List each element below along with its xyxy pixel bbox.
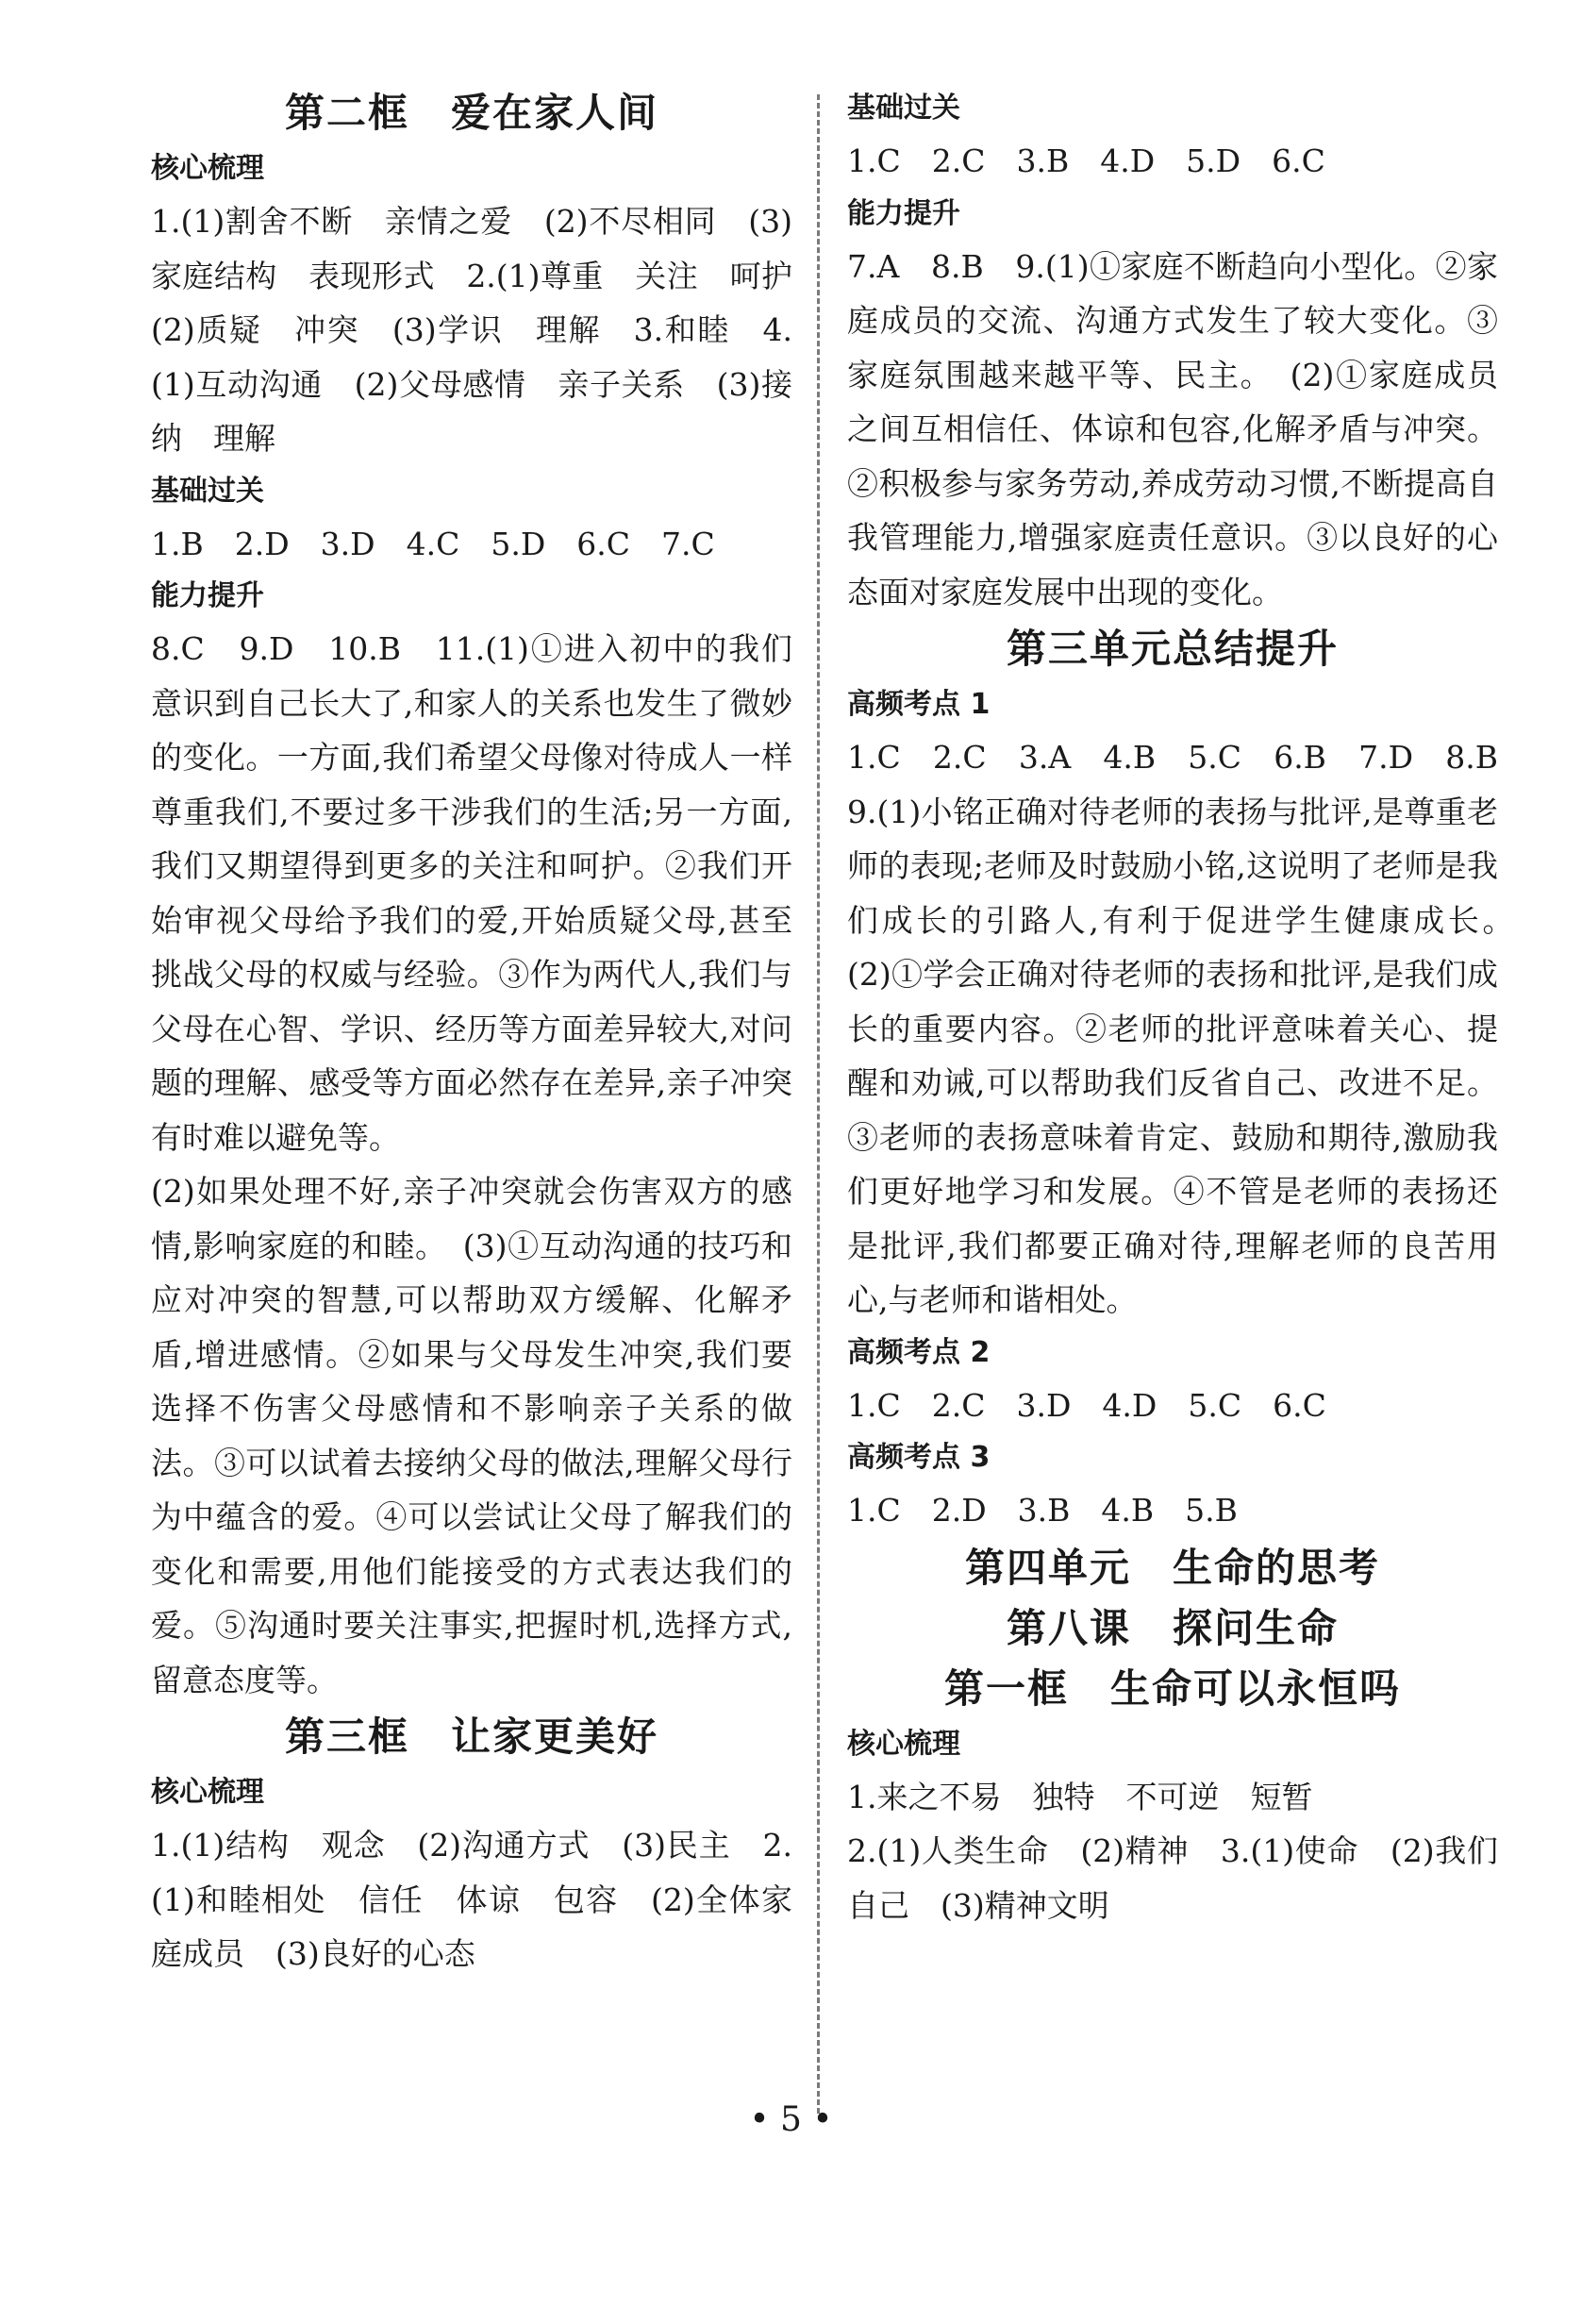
section-title: 第二框 爱在家人间 (284, 90, 658, 136)
right-column (847, 83, 1529, 1932)
subsection-heading: 高频考点 2 (847, 1335, 991, 1369)
answer-paragraph: 7.A 8.B 9.(1)①家庭不断趋向小型化。②家庭成员的交流、沟通方式发生了较大变化。③家庭氛围越来越平等、民主。 (2)①家庭成员之间互相信任、体谅和包容,化解矛盾与冲突。②积极参与家务劳动,养成劳动习惯,不断提高自我管理能力,增强家庭责任意识。③以良好的心态面对家庭发展中出现的变化。 (847, 247, 1498, 610)
section-title: 第三框 让家更美好 (284, 1714, 658, 1760)
subsection-heading: 核心梳理 (151, 1776, 264, 1809)
subsection-heading: 高频考点 3 (847, 1441, 991, 1474)
section-title: 第三单元总结提升 (1006, 626, 1339, 672)
answer-paragraph: 1.(1)割舍不断 亲情之爱 (2)不尽相同 (3)家庭结构 表现形式 2.(1)尊重 关注 呵护 (2)质疑 冲突 (3)学识 理解 3.和睦 4.(1)互动沟通 (2)父母感情 亲子关系 (3)接纳 理解 (151, 203, 824, 457)
answer-paragraph: 1.(1)结构 观念 (2)沟通方式 (3)民主 2.(1)和睦相处 信任 体谅 包容 (2)全体家庭成员 (3)良好的心态 (151, 1827, 792, 1972)
answer-paragraph: 1.来之不易 独特 不可逆 短暂 (847, 1778, 1313, 1815)
subsection-heading: 高频考点 1 (847, 688, 991, 721)
subsection-heading: 基础过关 (847, 92, 960, 125)
subsection-heading: 核心梳理 (847, 1727, 960, 1761)
answer-paragraph: 8.C 9.D 10.B 11.(1)①进入初中的我们意识到自己长大了,和家人的关系也发生了微妙的变化。一方面,我们希望父母像对待成人一样尊重我们,不要过多干涉我们的生活;另一方面,我们又期望得到更多的关注和呵护。②我们开始审视父母给予我们的爱,开始质疑父母,甚至挑战父母的权威与经验。③作为两代人,我们与父母在心智、学识、经历等方面差异较大,对问题的理解、感受等方面必然存在差异,亲子冲突有时难以避免等。 (151, 630, 792, 1156)
answer-paragraph: 1.C 2.C 3.A 4.B 5.C 6.B 7.D 8.B 9.(1)小铭正确对待老师的表扬与批评,是尊重老师的表现;老师及时鼓励小铭,这说明了老师是我们成长的引路人,有利于促进学生健康成长。 (2)①学会正确对待老师的表扬和批评,是我们成长的重要内容。②老师的批评意味着关心、提醒和劝诫,可以帮助我们反省自己、改进不足。③老师的表扬意味着肯定、鼓励和期待,激励我们更好地学习和发展。④不管是老师的表扬还是批评,我们都要正确对待,理解老师的良苦用心,与老师和谐相处。 (847, 739, 1529, 1318)
subsection-heading: 能力提升 (847, 196, 960, 230)
answer-paragraph: 1.C 2.D 3.B 4.B 5.B (847, 1492, 1238, 1529)
answer-paragraph: 1.C 2.C 3.D 4.D 5.C 6.C (847, 1386, 1326, 1424)
answer-paragraph: 1.C 2.C 3.B 4.D 5.D 6.C (847, 142, 1325, 179)
section-title: 第一框 生命可以永恒吗 (943, 1664, 1401, 1712)
answer-paragraph: 1.B 2.D 3.D 4.C 5.D 6.C 7.C (151, 525, 715, 562)
unit-title: 第四单元 生命的思考 (964, 1544, 1380, 1591)
lesson-title: 第八课 探问生命 (1006, 1604, 1339, 1651)
page-number: • 5 • (749, 2100, 833, 2139)
subsection-heading: 基础过关 (151, 474, 264, 508)
subsection-heading: 能力提升 (151, 579, 264, 612)
subsection-heading: 核心梳理 (151, 152, 264, 185)
column-divider (817, 94, 820, 2114)
left-column (151, 83, 824, 1981)
answer-paragraph: (2)如果处理不好,亲子冲突就会伤害双方的感情,影响家庭的和睦。 (3)①互动沟通的技巧和应对冲突的智慧,可以帮助双方缓解、化解矛盾,增进感情。②如果与父母发生冲突,我们要选择不伤害父母感情和不影响亲子关系的做法。③可以试着去接纳父母的做法,理解父母行为中蕴含的爱。④可以尝试让父母了解我们的变化和需要,用他们能接受的方式表达我们的爱。⑤沟通时要关注事实,把握时机,选择方式,留意态度等。 (151, 1173, 792, 1698)
answer-paragraph: 2.(1)人类生命 (2)精神 3.(1)使命 (2)我们 自己 (3)精神文明 (847, 1832, 1529, 1924)
